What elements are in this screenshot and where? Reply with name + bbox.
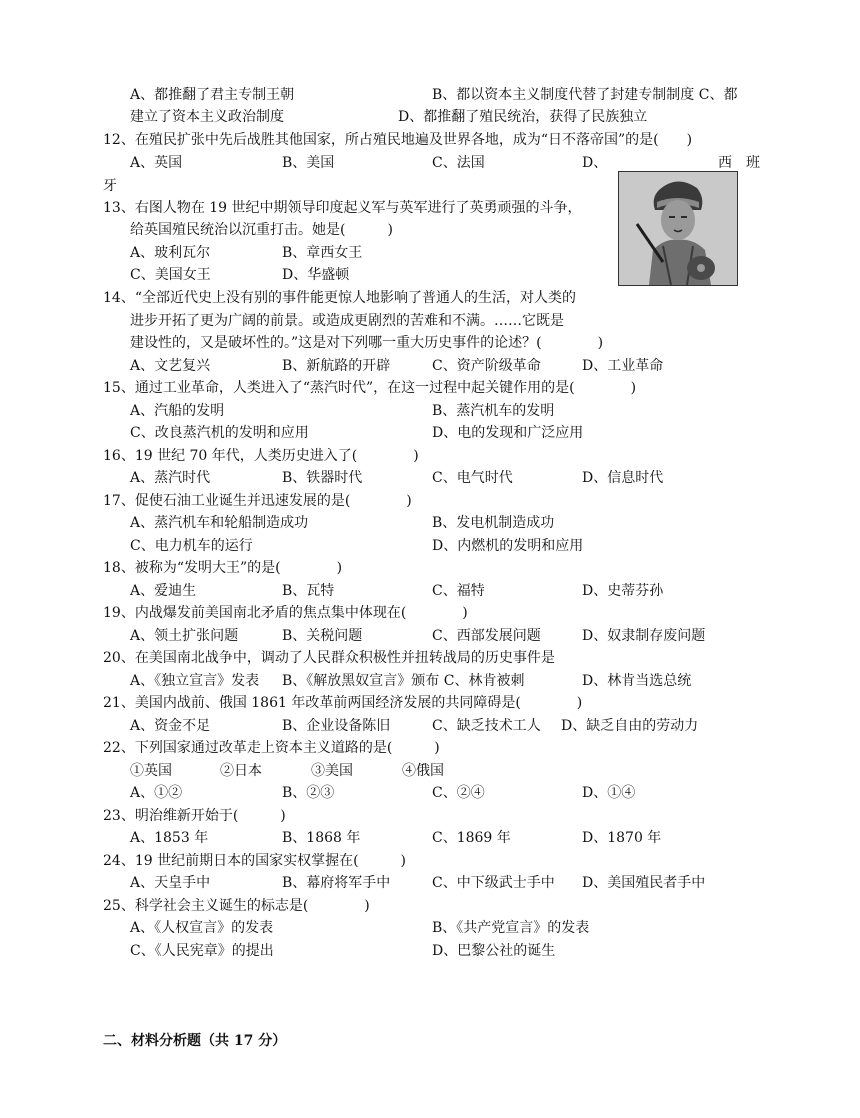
q16-option-c: C、电气时代	[432, 470, 513, 486]
q23-option-a: A、1853 年	[130, 830, 209, 846]
q24-stem: 24、19 世纪前期日本的国家实权掌握在( )	[103, 853, 407, 869]
q19-stem: 19、内战爆发前美国南北矛盾的焦点集中体现在( )	[103, 605, 468, 621]
q12-option-a: A、英国	[130, 155, 183, 171]
q16-option-b: B、铁器时代	[282, 470, 363, 486]
q24-option-a: A、天皇手中	[130, 875, 211, 891]
q13-option-c: C、美国女王	[130, 267, 211, 283]
q11-option-c-cont: 建立了资本主义政治制度	[130, 109, 284, 125]
q17-option-a: A、蒸汽机车和轮船制造成功	[130, 515, 309, 531]
q22-item-2: ②日本	[220, 763, 262, 779]
q23-option-c: C、1869 年	[432, 830, 511, 846]
q18-stem: 18、被称为“发明大王”的是( )	[103, 560, 343, 576]
q16-stem: 16、19 世纪 70 年代，人类历史进入了( )	[103, 448, 419, 464]
q19-option-c: C、西部发展问题	[432, 628, 541, 644]
q13-stem-line2: 给英国殖民统治以沉重打击。她是( )	[130, 222, 393, 238]
q23-option-b: B、1868 年	[282, 830, 361, 846]
q17-option-c: C、电力机车的运行	[130, 538, 253, 554]
q12-option-d-char3: 牙	[103, 178, 117, 194]
q23-stem: 23、明治维新开始于( )	[103, 808, 286, 824]
q22-item-1: ①英国	[130, 763, 172, 779]
q15-stem: 15、通过工业革命，人类进入了“蒸汽时代”，在这一过程中起关键作用的是( )	[103, 380, 637, 396]
q25-stem: 25、科学社会主义诞生的标志是( )	[103, 898, 370, 914]
q13-option-a: A、玻利瓦尔	[130, 245, 211, 261]
q11-option-d: D、都推翻了殖民统治，获得了民族独立	[398, 109, 648, 125]
q22-item-3: ③美国	[311, 763, 353, 779]
q13-option-d: D、华盛顿	[282, 267, 350, 283]
q21-option-a: A、资金不足	[130, 718, 211, 734]
q15-option-c: C、改良蒸汽机的发明和应用	[130, 425, 309, 441]
q15-option-a: A、汽船的发明	[130, 403, 225, 419]
q14-option-b: B、新航路的开辟	[282, 358, 391, 374]
q11-option-a: A、都推翻了君主专制王朝	[130, 87, 295, 103]
q12-option-d-char2: 班	[746, 155, 760, 171]
q18-option-b: B、瓦特	[282, 583, 335, 599]
q19-option-b: B、关税问题	[282, 628, 363, 644]
q16-option-d: D、信息时代	[582, 470, 664, 486]
q17-stem: 17、促使石油工业诞生并迅速发展的是( )	[103, 493, 412, 509]
q20-stem: 20、在美国南北战争中，调动了人民群众积极性并扭转战局的历史事件是	[103, 650, 555, 666]
q12-stem: 12、在殖民扩张中先后战胜其他国家，所占殖民地遍及世界各地，成为“日不落帝国”的是( )	[103, 132, 693, 148]
q13-stem-line1: 13、右图人物在 19 世纪中期领导印度起义军与英军进行了英勇顽强的斗争，	[103, 200, 582, 216]
q14-option-d: D、工业革命	[582, 358, 664, 374]
q18-option-d: D、史蒂芬孙	[582, 583, 664, 599]
q20-option-b-c: B、《解放黑奴宣言》颁布 C、林肯被刺	[282, 673, 525, 689]
q24-option-b: B、幕府将军手中	[282, 875, 391, 891]
q17-option-d: D、内燃机的发明和应用	[432, 538, 584, 554]
q22-item-4: ④俄国	[402, 763, 444, 779]
q25-option-c: C、《人民宪章》的提出	[130, 943, 274, 959]
q21-option-c: C、缺乏技术工人	[432, 718, 541, 734]
q24-option-d: D、美国殖民者手中	[582, 875, 706, 891]
q12-option-b: B、美国	[282, 155, 335, 171]
q17-option-b: B、发电机制造成功	[432, 515, 555, 531]
portrait-image	[618, 171, 738, 286]
q11-option-b-c: B、都以资本主义制度代替了封建专制制度 C、都	[432, 87, 738, 103]
q24-option-c: C、中下级武士手中	[432, 875, 555, 891]
q19-option-a: A、领土扩张问题	[130, 628, 239, 644]
q13-option-b: B、章西女王	[282, 245, 363, 261]
q18-option-c: C、福特	[432, 583, 485, 599]
q20-option-d: D、林肯当选总统	[582, 673, 692, 689]
q14-option-a: A、文艺复兴	[130, 358, 211, 374]
q15-option-d: D、电的发现和广泛应用	[432, 425, 584, 441]
q21-option-d: D、缺乏自由的劳动力	[561, 718, 699, 734]
q12-option-d: D、	[582, 155, 608, 171]
q25-option-d: D、巴黎公社的诞生	[432, 943, 556, 959]
q25-option-a: A、《人权宣言》的发表	[130, 920, 274, 936]
q23-option-d: D、1870 年	[582, 830, 662, 846]
q22-stem: 22、下列国家通过改革走上资本主义道路的是( )	[103, 740, 440, 756]
q16-option-a: A、蒸汽时代	[130, 470, 211, 486]
section-heading: 二、材料分析题（共 17 分）	[103, 1033, 287, 1049]
q22-option-c: C、②④	[432, 785, 485, 801]
q19-option-d: D、奴隶制存废问题	[582, 628, 706, 644]
q14-stem-line2: 进步开拓了更为广阔的前景。或造成更剧烈的苦难和不满。……它既是	[130, 313, 564, 329]
q22-option-b: B、②③	[282, 785, 335, 801]
q18-option-a: A、爱迪生	[130, 583, 197, 599]
q22-option-a: A、①②	[130, 785, 183, 801]
q22-option-d: D、①④	[582, 785, 636, 801]
q12-option-c: C、法国	[432, 155, 485, 171]
q20-option-a: A、《独立宣言》发表	[130, 673, 260, 689]
q25-option-b: B、《共产党宣言》的发表	[432, 920, 590, 936]
q15-option-b: B、蒸汽机车的发明	[432, 403, 555, 419]
q21-stem: 21、美国内战前、俄国 1861 年改革前两国经济发展的共同障碍是( )	[103, 695, 583, 711]
q14-stem-line1: 14、“全部近代史上没有别的事件能更惊人地影响了普通人的生活，对人类的	[103, 290, 576, 306]
q21-option-b: B、企业设备陈旧	[282, 718, 391, 734]
q14-stem-line3: 建设性的，又是破坏性的。”这是对下列哪一重大历史事件的论述？( )	[130, 335, 604, 351]
q14-option-c: C、资产阶级革命	[432, 358, 541, 374]
q12-option-d-char1: 西	[718, 155, 732, 171]
